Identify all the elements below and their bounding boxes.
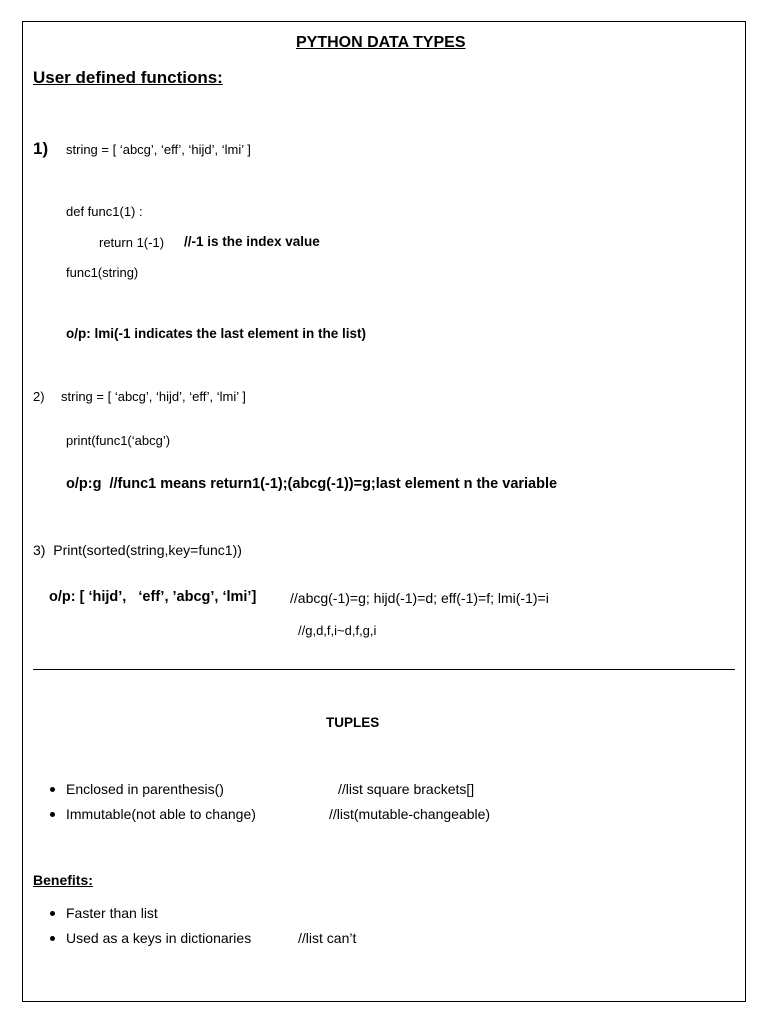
example-3-output-note: //g,d,f,i~d,f,g,i (298, 623, 377, 638)
list-item-comment: //list square brackets[] (338, 781, 475, 797)
example-1-return-line: return 1(-1) (99, 235, 165, 250)
tuples-heading: TUPLES (326, 715, 380, 730)
example-2-print-line: print(func1(‘abcg’) (66, 433, 171, 448)
list-item-text: Used as a keys in dictionaries (66, 930, 252, 946)
bullet-icon (50, 911, 55, 916)
benefits-heading: Benefits: (33, 872, 93, 888)
bullet-icon (50, 787, 55, 792)
example-3-print-line: 3) Print(sorted(string,key=func1)) (33, 542, 242, 558)
example-1-return-comment: //-1 is the index value (184, 234, 320, 249)
bullet-icon (50, 936, 55, 941)
example-1-output: o/p: lmi(-1 indicates the last element in the list) (66, 326, 367, 341)
example-1-string-line: string = [ ‘abcg’, ‘eff’, ‘hijd’, ‘lmi’ ] (66, 142, 251, 157)
section-heading-user-defined-functions: User defined functions: (33, 68, 223, 87)
example-3-output: o/p: [ ‘hijd’, ‘eff’, ’abcg’, ‘lmi’] (49, 589, 257, 605)
example-1-def-line: def func1(1) : (66, 204, 143, 219)
example-3-output-comment: //abcg(-1)=g; hijd(-1)=d; eff(-1)=f; lmi(-1)=i (290, 590, 549, 606)
example-2-output: o/p:g //func1 means return1(-1);(abcg(-1))=g;last element n the variable (66, 476, 558, 492)
document-page (22, 21, 746, 1002)
bullet-icon (50, 812, 55, 817)
example-1-call-line: func1(string) (66, 265, 139, 280)
page-title: PYTHON DATA TYPES (296, 34, 466, 51)
list-item-comment: //list(mutable-changeable) (329, 806, 491, 822)
example-2-string-line: string = [ ‘abcg’, ‘hijd’, ‘eff’, ‘lmi’ ] (61, 389, 246, 404)
list-item-text: Faster than list (66, 905, 158, 921)
example-1-number: 1) (33, 139, 49, 158)
section-divider (33, 669, 735, 670)
list-item-text: Immutable(not able to change) (66, 806, 256, 822)
list-item-comment: //list can’t (298, 930, 357, 946)
list-item-text: Enclosed in parenthesis() (66, 781, 224, 797)
example-2-number: 2) (33, 389, 45, 404)
